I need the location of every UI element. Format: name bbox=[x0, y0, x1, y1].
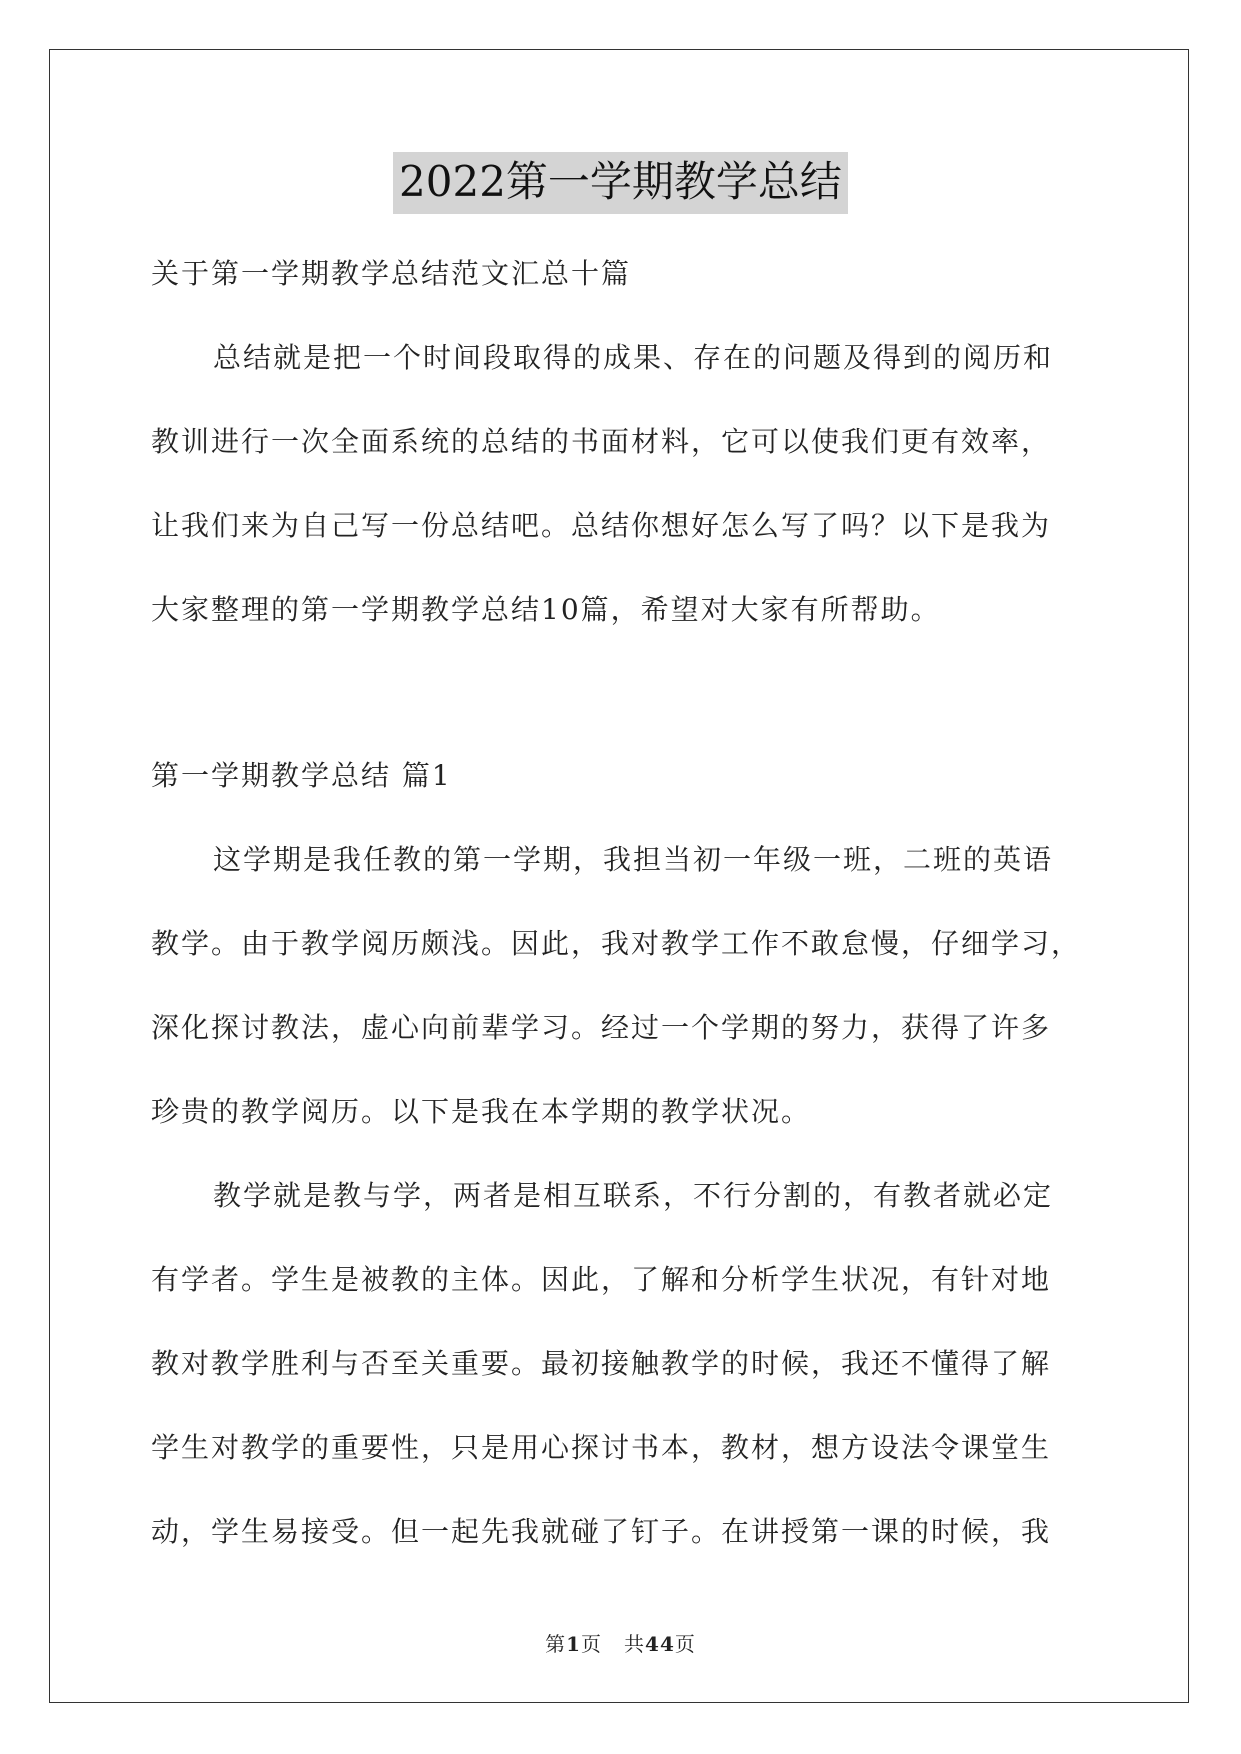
paragraph-line: 有学者。学生是被教的主体。因此，了解和分析学生状况，有针对地 bbox=[151, 1263, 1052, 1296]
paragraph-line: 动，学生易接受。但一起先我就碰了钉子。在讲授第一课的时候，我 bbox=[151, 1515, 1052, 1548]
document-title-container bbox=[0, 152, 1241, 214]
paragraph-line: 这学期是我任教的第一学期，我担当初一年级一班，二班的英语 bbox=[213, 843, 1054, 876]
paragraph-line: 深化探讨教法，虚心向前辈学习。经过一个学期的努力，获得了许多 bbox=[151, 1011, 1052, 1044]
section-heading: 第一学期教学总结 篇1 bbox=[151, 759, 452, 792]
paragraph-line: 教学。由于教学阅历颇浅。因此，我对教学工作不敢怠慢，仔细学习， bbox=[151, 927, 1082, 960]
document-body bbox=[151, 232, 1089, 1574]
total-prefix: 共 bbox=[624, 1632, 646, 1656]
page-footer bbox=[0, 1628, 1241, 1657]
total-suffix: 页 bbox=[674, 1632, 696, 1656]
paragraph-line: 教学就是教与学，两者是相互联系，不行分割的，有教者就必定 bbox=[213, 1179, 1054, 1212]
intro-line: 总结就是把一个时间段取得的成果、存在的问题及得到的阅历和 bbox=[213, 341, 1054, 374]
intro-line: 大家整理的第一学期教学总结10篇，希望对大家有所帮助。 bbox=[151, 593, 941, 626]
paragraph-line: 珍贵的教学阅历。以下是我在本学期的教学状况。 bbox=[151, 1095, 812, 1128]
paragraph-line: 学生对教学的重要性，只是用心探讨书本，教材，想方设法令课堂生 bbox=[151, 1431, 1052, 1464]
document-subtitle: 关于第一学期教学总结范文汇总十篇 bbox=[151, 257, 632, 290]
intro-line: 教训进行一次全面系统的总结的书面材料，它可以使我们更有效率， bbox=[151, 425, 1052, 458]
intro-line: 让我们来为自己写一份总结吧。总结你想好怎么写了吗？以下是我为 bbox=[151, 509, 1052, 542]
document-title: 2022第一学期教学总结 bbox=[393, 152, 848, 214]
page-prefix: 第 bbox=[545, 1632, 567, 1656]
total-pages: 44 bbox=[645, 1632, 675, 1656]
page-number: 1 bbox=[566, 1632, 582, 1656]
paragraph-line: 教对教学胜利与否至关重要。最初接触教学的时候，我还不懂得了解 bbox=[151, 1347, 1052, 1380]
page-suffix: 页 bbox=[581, 1632, 603, 1656]
